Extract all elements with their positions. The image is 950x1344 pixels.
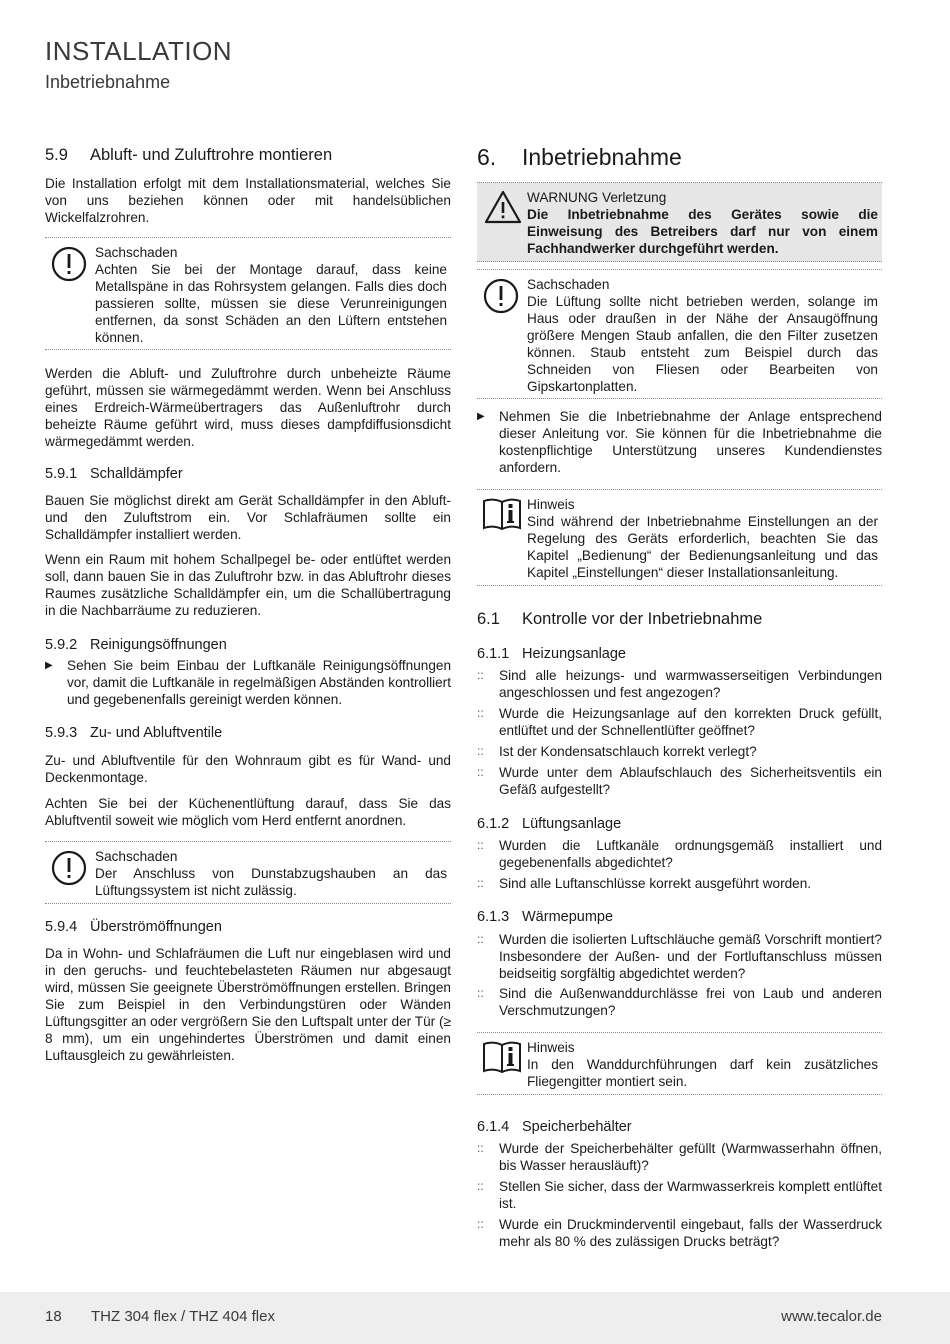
checklist-item <box>477 1140 882 1174</box>
section-heading-5-9-4 <box>45 919 451 935</box>
section-title: Heizungsanlage <box>522 646 626 662</box>
product-model: THZ 304 flex / THZ 404 flex <box>91 1308 275 1325</box>
checklist-item <box>477 743 882 760</box>
notice-text: Achten Sie bei der Montage darauf, dass keine Metallspäne in das Rohrsystem gelangen. Falls dies doch passieren sollte, müssen sie diese Verunreinigungen entfernen, da sonst Schäden an den Lüftern entstehen können. <box>95 262 447 345</box>
section-number: 6.1.1 <box>477 646 510 662</box>
checklist-item <box>477 931 882 982</box>
check-marker-icon: :: <box>477 668 484 682</box>
checklist-text: Ist der Kondensatschlauch korrekt verlegt? <box>499 744 757 759</box>
checklist-text: Wurde ein Druckminderventil eingebaut, falls der Wasserdruck mehr als 80 % des zulässigen Drucks beträgt? <box>499 1217 882 1249</box>
hint-text: Sind während der Inbetriebnahme Einstellungen an der Regelung des Geräts erforderlich, beachten Sie das Kapitel „Bedienung“ der Bedienungsanleitung und das Kapitel „Einstellungen“ dieser Installationsanleitung. <box>527 514 878 580</box>
section-title: Inbetriebnahme <box>522 144 682 170</box>
check-marker-icon: :: <box>477 876 484 890</box>
checklist-item <box>477 705 882 739</box>
checklist-item <box>477 667 882 701</box>
checklist-item <box>477 1178 882 1212</box>
check-marker-icon: :: <box>477 744 484 758</box>
section-title: Schalldämpfer <box>90 466 183 482</box>
info-book-icon <box>481 1039 523 1080</box>
exclamation-circle-icon <box>51 246 87 287</box>
section-title: Reinigungsöffnungen <box>90 637 227 653</box>
section-heading-6-1-2 <box>477 816 882 832</box>
checklist-item <box>477 837 882 871</box>
check-marker-icon: :: <box>477 706 484 720</box>
checklist-item <box>477 985 882 1019</box>
check-marker-icon: :: <box>477 838 484 852</box>
page-number: 18 <box>45 1308 62 1325</box>
section-title: Überströmöffnungen <box>90 919 222 935</box>
bullet-text: Sehen Sie beim Einbau der Luftkanäle Reinigungsöffnungen vor, damit die Luftkanäle in regelmäßigen Abständen kontrolliert und gegebenenfalls gereinigt werden können. <box>67 658 451 707</box>
section-number: 6. <box>477 144 497 170</box>
check-marker-icon: :: <box>477 1217 484 1231</box>
paragraph: Da in Wohn- und Schlafräumen die Luft nur eingeblasen wird und in den geruchs- und feuchtebelasteten Räumen nur abgesaugt wird, müssen Sie geeignete Überströmöffnungen erstellen. Bringen Sie zum Beispiel in den Verbindungstüren oder Wänden Lüftungsgitter an oder vergrößern Sie den Luftspalt unter der Tür (≥ 8 mm), um ein ungehindertes Überströmen und damit einen Luftausgleich zu gewährleisten. <box>45 946 451 1063</box>
paragraph: Zu- und Abluftventile für den Wohnraum gibt es für Wand- und Deckenmontage. <box>45 753 451 785</box>
section-number: 6.1 <box>477 610 500 628</box>
check-marker-icon: :: <box>477 1179 484 1193</box>
notice-title: Sachschaden <box>527 277 610 292</box>
section-heading-5-9-2 <box>45 637 451 653</box>
chapter-heading-6 <box>477 144 882 171</box>
notice-title: Sachschaden <box>95 245 178 260</box>
section-heading-5-9-1 <box>45 466 451 482</box>
paragraph: Werden die Abluft- und Zuluftrohre durch unbeheizte Räume geführt, müssen sie wärmegedämmt werden. Wenn bei Anschluss eines Erdreich-Wärmeübertragers das Außenluftrohr durch beheizte Räume geführt wird, muss dieses dampfdiffusionsdicht wärmegedämmt werden. <box>45 366 451 449</box>
notice-text: Der Anschluss von Dunstabzugshauben an das Lüftungssystem ist nicht zulässig. <box>95 866 447 898</box>
section-number: 6.1.3 <box>477 909 510 925</box>
hint-box <box>477 1032 882 1095</box>
notice-box-property-damage <box>45 841 451 904</box>
notice-title: Sachschaden <box>95 849 178 864</box>
notice-box-property-damage <box>477 269 882 399</box>
chapter-subtitle: Inbetriebnahme <box>45 72 171 92</box>
warning-triangle-icon <box>483 189 523 230</box>
checklist-text: Wurde der Speicherbehälter gefüllt (Warmwasserhahn öffnen, bis Wasser herausläuft)? <box>499 1141 882 1173</box>
website-url: www.tecalor.de <box>781 1308 882 1325</box>
section-title: Abluft- und Zuluftrohre montieren <box>90 146 333 164</box>
notice-text: Die Lüftung sollte nicht betrieben werden, solange im Haus oder draußen in der Nähe der Ansaugöffnung größere Mengen Staub anfallen, die den Filter zusetzen können. Staub entsteht zum Beispiel durch das Schneiden von Fliesen oder Bearbeiten von Gipskartonplatten. <box>527 294 878 394</box>
section-heading-5-9 <box>45 146 451 165</box>
info-book-icon <box>481 496 523 537</box>
hint-text: In den Wanddurchführungen darf kein zusätzliches Fliegengitter montiert sein. <box>527 1057 878 1089</box>
check-marker-icon: :: <box>477 932 484 946</box>
checklist-item <box>477 1216 882 1250</box>
paragraph: Die Installation erfolgt mit dem Installationsmaterial, welches Sie von uns beziehen können oder mit handelsüblichen Wickelfalzrohren. <box>45 176 451 225</box>
section-title: Lüftungsanlage <box>522 816 622 832</box>
hint-title: Hinweis <box>527 1040 575 1055</box>
section-heading-5-9-3 <box>45 725 451 741</box>
exclamation-circle-icon <box>483 278 519 319</box>
triangle-bullet-icon: ▶ <box>45 660 53 671</box>
check-marker-icon: :: <box>477 765 484 779</box>
section-number: 5.9 <box>45 146 68 164</box>
section-heading-6-1 <box>477 610 882 629</box>
notice-box-property-damage <box>45 237 451 350</box>
checklist-text: Sind die Außenwanddurchlässe frei von Laub und anderen Verschmutzungen? <box>499 986 882 1018</box>
checklist-text: Wurden die Luftkanäle ordnungsgemäß installiert und gegebenenfalls abgedichtet? <box>499 838 882 870</box>
section-number: 5.9.3 <box>45 725 78 741</box>
bullet-item <box>45 657 451 708</box>
checklist-text: Stellen Sie sicher, dass der Warmwasserkreis komplett entlüftet ist. <box>499 1179 882 1211</box>
warning-title: WARNUNG Verletzung <box>527 190 667 205</box>
check-marker-icon: :: <box>477 986 484 1000</box>
checklist-text: Sind alle Luftanschlüsse korrekt ausgeführt worden. <box>499 876 812 891</box>
checklist-item <box>477 764 882 798</box>
section-title: Zu- und Abluftventile <box>90 725 223 741</box>
section-number: 6.1.2 <box>477 816 510 832</box>
paragraph: Wenn ein Raum mit hohem Schallpegel be- oder entlüftet werden soll, dann bauen Sie in das Zuluftrohr bzw. in das Abluftrohr dieses Raumes zusätzliche Schalldämpfer ein, um die Schallübertragung in die Nachbarräume zu reduzieren. <box>45 552 451 618</box>
checklist-text: Wurde unter dem Ablaufschlauch des Sicherheitsventils ein Gefäß aufgestellt? <box>499 765 882 797</box>
warning-text: Die Inbetriebnahme des Gerätes sowie die Einweisung des Betreibers darf nur von einem Fachhandwerker durchgeführt werden. <box>527 207 878 256</box>
section-number: 5.9.1 <box>45 466 78 482</box>
section-heading-6-1-4 <box>477 1119 882 1135</box>
section-title: Speicherbehälter <box>522 1119 632 1135</box>
section-title: Wärmepumpe <box>522 909 614 925</box>
check-marker-icon: :: <box>477 1141 484 1155</box>
checklist-text: Sind alle heizungs- und warmwasserseitigen Verbindungen angeschlossen und fest angezogen? <box>499 668 882 700</box>
paragraph: Achten Sie bei der Küchenentlüftung darauf, dass Sie das Abluftventil soweit wie möglich vom Herd entfernt anordnen. <box>45 796 451 828</box>
chapter-title: INSTALLATION <box>45 36 233 66</box>
section-number: 5.9.4 <box>45 919 78 935</box>
hint-title: Hinweis <box>527 497 575 512</box>
exclamation-circle-icon <box>51 850 87 891</box>
checklist-text: Wurde die Heizungsanlage auf den korrekten Druck gefüllt, entlüftet und der Schnellentlüfter geöffnet? <box>499 706 882 738</box>
bullet-item <box>477 408 882 476</box>
paragraph: Bauen Sie möglichst direkt am Gerät Schalldämpfer in den Abluft- und den Zuluftstrom ein. Vor Schlafräumen sollte ein Schalldämpfer installiert werden. <box>45 493 451 542</box>
section-heading-6-1-1 <box>477 646 882 662</box>
triangle-bullet-icon: ▶ <box>477 411 485 422</box>
page-footer <box>0 1292 950 1344</box>
checklist-text: Wurden die isolierten Luftschläuche gemäß Vorschrift montiert? Insbesondere der Außen- und der Fortluftanschluss müssen beidseitig sorgfältig abgedichtet werden? <box>499 932 882 981</box>
hint-box <box>477 489 882 586</box>
checklist-item <box>477 875 882 892</box>
section-title: Kontrolle vor der Inbetriebnahme <box>522 610 763 628</box>
section-number: 6.1.4 <box>477 1119 510 1135</box>
warning-box <box>477 182 882 262</box>
section-number: 5.9.2 <box>45 637 78 653</box>
bullet-text: Nehmen Sie die Inbetriebnahme der Anlage entsprechend dieser Anleitung vor. Sie können für die Inbetriebnahme die kostenpflichtige Unterstützung unseres Kundendienstes anfordern. <box>499 409 882 475</box>
section-heading-6-1-3 <box>477 909 882 925</box>
